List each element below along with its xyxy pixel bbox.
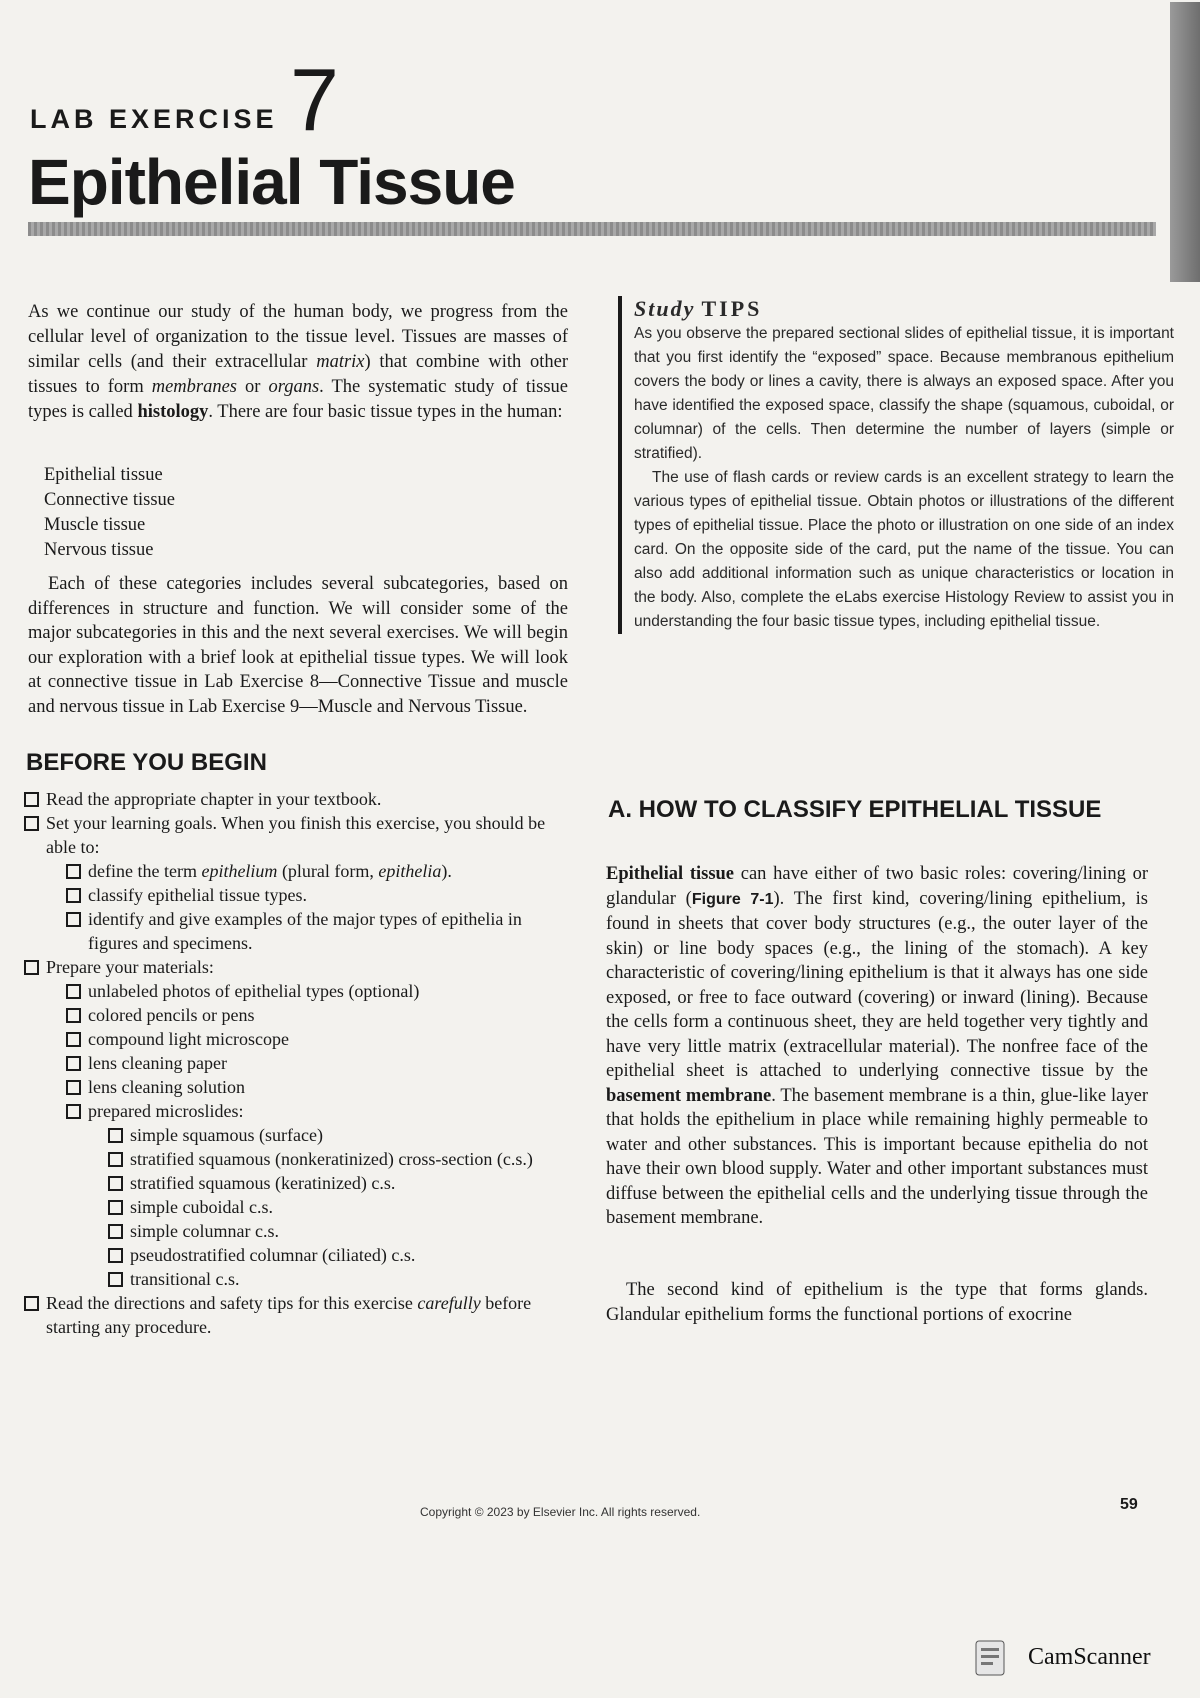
checkbox-icon[interactable]	[66, 912, 81, 927]
list-item: Connective tissue	[44, 490, 176, 510]
checklist-item: classify epithelial tissue types.	[66, 883, 564, 907]
checkbox-icon[interactable]	[108, 1128, 123, 1143]
tissue-type-list	[44, 463, 175, 563]
list-item: Muscle tissue	[44, 515, 146, 535]
lab-exercise-number: 7	[290, 50, 339, 149]
camscanner-watermark: CamScanner	[1028, 1644, 1151, 1670]
study-tips-paragraph: As you observe the prepared sectional slides of epithelial tissue, it is important that you first identify the “exposed” space. Because membranous epithelium covers the body or lines a cavity, there is always an exposed space. After you have identified the exposed space, classify the shape (squamous, cuboidal, or columnar) of the cells. Then determine the number of layers (simple or stratified).	[634, 325, 1174, 462]
checkbox-icon[interactable]	[66, 864, 81, 879]
checklist-item: simple squamous (surface)	[108, 1123, 564, 1147]
study-tips-paragraph-2: The use of flash cards or review cards is an excellent strategy to learn the various types of epithelial tissue. Obtain photos or illustrations of the different types of epithelial tissue. Place the photo or illustration on one side of an index card. On the opposite side of the card, put the name of the tissue. You can also add additional information such as unique characteristics or location in the body. Also, complete the eLabs exercise Histology Review to assist you in understanding the four basic tissue types, including epithelial tissue.	[634, 469, 1174, 630]
checkbox-icon[interactable]	[66, 1056, 81, 1071]
checklist-item: identify and give examples of the major types of epithelia in figures and specimens.	[66, 907, 564, 955]
checkbox-icon[interactable]	[108, 1248, 123, 1263]
lab-exercise-label: LAB EXERCISE	[30, 104, 278, 134]
checkbox-icon[interactable]	[66, 1008, 81, 1023]
checklist-item: lens cleaning solution	[66, 1075, 564, 1099]
before-you-begin-checklist	[24, 787, 564, 1339]
checklist-item: Prepare your materials: unlabeled photos of epithelial types (optional) colored pencils or pens compound light microscope lens cleaning paper lens cleaning solution prepared microslides: simple squamous (surface) stratified squamous (nonkeratinized) cross-section (c.s.) stratified squamous (keratinized) c.s. simple cuboidal c.s. simple columnar c.s. pseudostratified columnar (ciliated) c.s. transitional c.s.	[24, 955, 564, 1291]
intro-paragraph: As we continue our study of the human body, we progress from the cellular level of organization to the tissue level. Tissues are masses of similar cells (and their extracellular matrix) that combine with other tissues to form membranes or organs. The systematic study of tissue types is called histology. There are four basic tissue types in the human:	[28, 302, 568, 422]
page-title: Epithelial Tissue	[28, 146, 515, 218]
page-number: 59	[1120, 1496, 1138, 1513]
checklist-item: compound light microscope	[66, 1027, 564, 1051]
copyright-notice: Copyright © 2023 by Elsevier Inc. All rights reserved.	[420, 1505, 701, 1519]
study-tips-heading: Study TIPS	[634, 296, 763, 321]
checkbox-icon[interactable]	[24, 792, 39, 807]
checklist-item: Read the directions and safety tips for this exercise carefully before starting any procedure.	[24, 1291, 564, 1339]
checklist-item: stratified squamous (keratinized) c.s.	[108, 1171, 564, 1195]
checkbox-icon[interactable]	[66, 984, 81, 999]
checklist-item: Set your learning goals. When you finish this exercise, you should be able to: define the term epithelium (plural form, epithelia). classify epithelial tissue types. identify and give examples of the major types of epithelia in figures and specimens.	[24, 811, 564, 955]
checkbox-icon[interactable]	[66, 1104, 81, 1119]
checklist-item: prepared microslides: simple squamous (surface) stratified squamous (nonkeratinized) cross-section (c.s.) stratified squamous (keratinized) c.s. simple cuboidal c.s. simple columnar c.s. pseudostratified columnar (ciliated) c.s. transitional c.s.	[66, 1099, 564, 1291]
section-a-heading: A. HOW TO CLASSIFY EPITHELIAL TISSUE	[608, 796, 1102, 823]
checkbox-icon[interactable]	[108, 1200, 123, 1215]
study-tips-box	[618, 296, 1174, 634]
checkbox-icon[interactable]	[24, 960, 39, 975]
checklist-item: stratified squamous (nonkeratinized) cross-section (c.s.)	[108, 1147, 564, 1171]
checkbox-icon[interactable]	[24, 816, 39, 831]
checklist-item: Read the appropriate chapter in your textbook.	[24, 787, 564, 811]
checkbox-icon[interactable]	[66, 1080, 81, 1095]
checkbox-icon[interactable]	[108, 1224, 123, 1239]
before-you-begin-heading: BEFORE YOU BEGIN	[26, 749, 267, 776]
checklist-item: simple columnar c.s.	[108, 1219, 564, 1243]
title-rule	[28, 222, 1156, 236]
camscanner-logo-icon	[975, 1640, 1005, 1676]
checklist-item: lens cleaning paper	[66, 1051, 564, 1075]
checkbox-icon[interactable]	[108, 1176, 123, 1191]
checkbox-icon[interactable]	[66, 1032, 81, 1047]
checkbox-icon[interactable]	[108, 1152, 123, 1167]
checklist-item: colored pencils or pens	[66, 1003, 564, 1027]
checkbox-icon[interactable]	[108, 1272, 123, 1287]
checklist-item: define the term epithelium (plural form, epithelia).	[66, 859, 564, 883]
section-a-paragraph: Epithelial tissue can have either of two basic roles: covering/lining or glandular (Figure 7-1). The first kind, covering/lining epithelium, is found in sheets that cover body structures (e.g., the outer layer of the skin) or line body spaces (e.g., the lining of the stomach). A key characteristic of covering/lining epithelium is that it always has one side exposed, or free to face outward (covering) or inward (lining). Because the cells form a continuous sheet, they are held together very tightly and have very little matrix (extracellular material). The nonfree face of the epithelial sheet is attached to underlying connective tissue by the basement membrane. The basement membrane is a thin, glue-like layer that holds the epithelium in place while remaining highly permeable to water and other substances. This is important because epithelia do not have their own blood supply. Water and other important substances must diffuse between the epithelial cells and the underlying tissue through the basement membrane.	[606, 864, 1148, 1228]
section-a-paragraph-2: The second kind of epithelium is the type that forms glands. Glandular epithelium forms the functional portions of exocrine	[606, 1280, 1148, 1325]
list-item: Epithelial tissue	[44, 465, 163, 485]
intro-paragraph-2: Each of these categories includes several subcategories, based on differences in structure and function. We will consider some of the major subcategories in this and the next several exercises. We will begin our exploration with a brief look at epithelial tissue types. We will look at connective tissue in Lab Exercise 8—Connective Tissue and muscle and nervous tissue in Lab Exercise 9—Muscle and Nervous Tissue.	[28, 574, 568, 717]
checkbox-icon[interactable]	[24, 1296, 39, 1311]
list-item: Nervous tissue	[44, 540, 154, 560]
checklist-item: unlabeled photos of epithelial types (optional)	[66, 979, 564, 1003]
checklist-item: pseudostratified columnar (ciliated) c.s.	[108, 1243, 564, 1267]
page-edge-tab	[1170, 2, 1200, 282]
checklist-item: transitional c.s.	[108, 1267, 564, 1291]
checkbox-icon[interactable]	[66, 888, 81, 903]
checklist-item: simple cuboidal c.s.	[108, 1195, 564, 1219]
